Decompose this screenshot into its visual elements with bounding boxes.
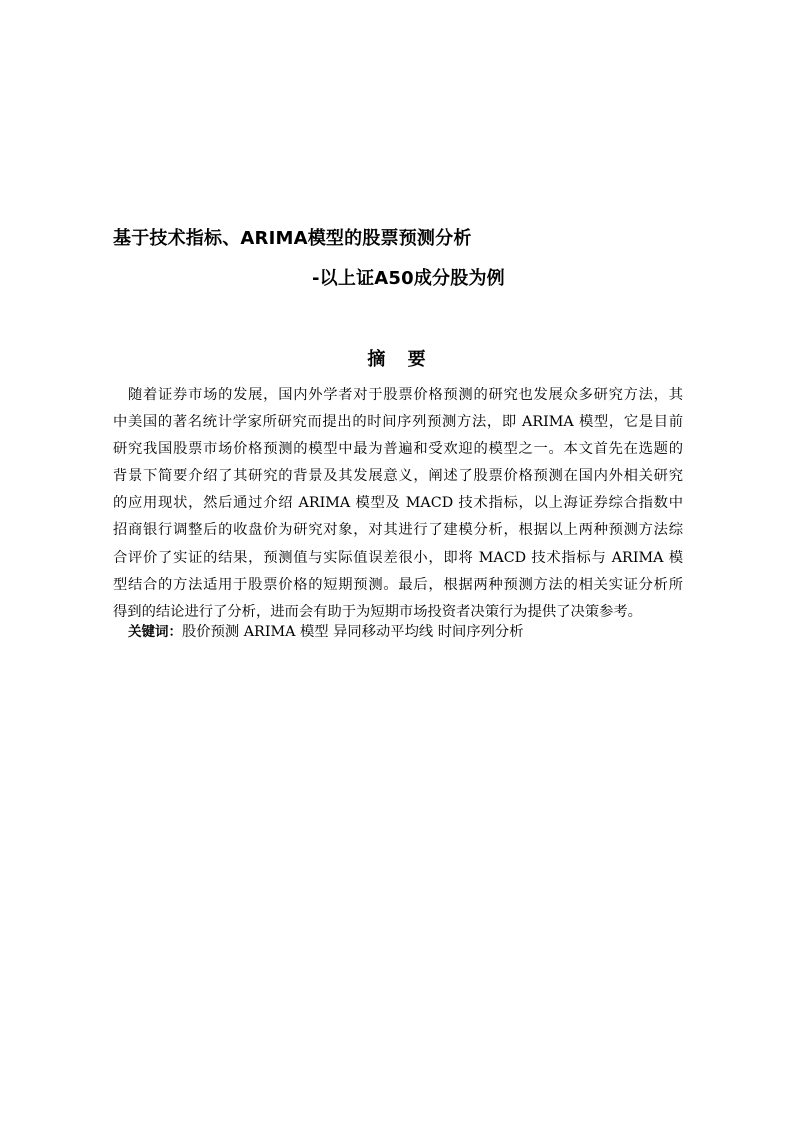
abstract-line: 的应用现状，然后通过介绍 ARIMA 模型及 MACD 技术指标，以上海证券综合指数中 xyxy=(113,495,683,512)
abstract-line: 研究我国股票市场价格预测的模型中最为普遍和受欢迎的模型之一。本文首先在选题的 xyxy=(113,441,683,458)
abstract-heading: 摘 要 xyxy=(367,349,434,370)
keywords-text: 股价预测 ARIMA 模型 异同移动平均线 时间序列分析 xyxy=(182,624,524,640)
abstract-line: 背景下简要介绍了其研究的背景及其发展意义，阐述了股票价格预测在国内外相关研究 xyxy=(113,468,683,485)
keywords-label: 关键词： xyxy=(128,624,182,640)
abstract-line: 随着证券市场的发展，国内外学者对于股票价格预测的研究也发展众多研究方法，其 xyxy=(128,387,683,403)
paper-subtitle: -以上证A50成分股为例 xyxy=(312,268,505,289)
keywords xyxy=(128,619,524,646)
abstract-body xyxy=(113,382,683,626)
abstract-line: 得到的结论进行了分析，进而会有助于为短期市场投资者决策行为提供了决策参考。 xyxy=(113,603,642,620)
abstract-line: 中美国的著名统计学家所研究而提出的时间序列预测方法，即 ARIMA 模型，它是目前 xyxy=(113,414,683,431)
paper-title: 基于技术指标、ARIMA模型的股票预测分析 xyxy=(113,228,472,249)
abstract-line: 合评价了实证的结果，预测值与实际值误差很小，即将 MACD 技术指标与 ARIMA 模 xyxy=(113,549,683,566)
abstract-line: 招商银行调整后的收盘价为研究对象，对其进行了建模分析，根据以上两种预测方法综 xyxy=(113,522,683,539)
abstract-line: 型结合的方法适用于股票价格的短期预测。最后，根据两种预测方法的相关实证分析所 xyxy=(113,576,683,593)
